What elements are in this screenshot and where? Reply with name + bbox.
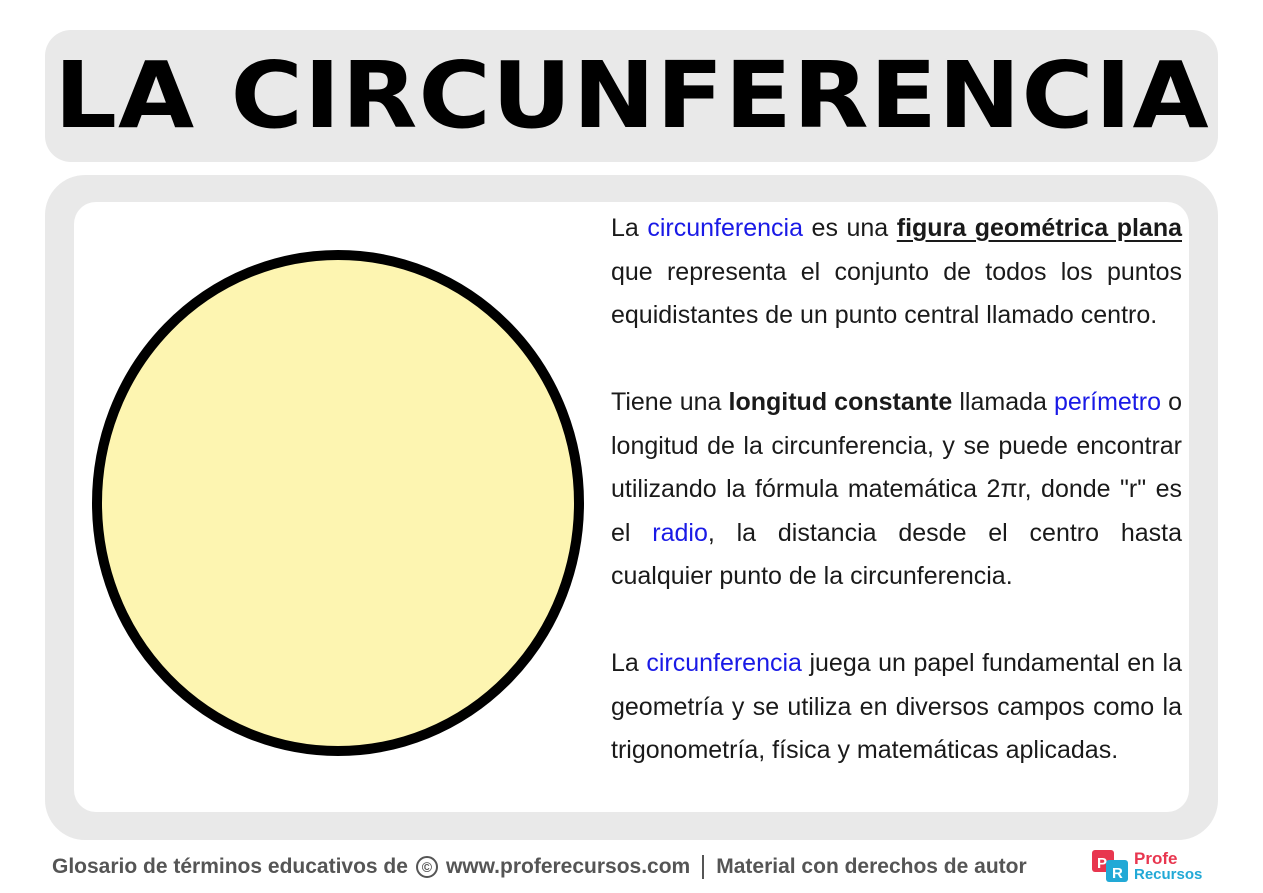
keyword-circunferencia: circunferencia	[646, 649, 802, 677]
text-segment: juega un papel fundamental en la geometría y se utiliza en diversos campos como la trigonometría, física y matemáticas aplicadas.	[611, 649, 1182, 764]
text-segment: , la distancia desde el centro hasta cualquier punto de la circunferencia.	[611, 518, 1182, 590]
keyword-perimetro: perímetro	[1054, 388, 1161, 416]
page-title: LA CIRCUNFERENCIA	[53, 42, 1210, 149]
circle-shape	[97, 255, 579, 751]
footer	[52, 852, 1027, 882]
text-segment: o longitud de la circunferencia, y se puede encontrar utilizando la fórmula matemática 2πr, donde "r" es el	[611, 388, 1182, 547]
keyword-figura-geometrica-plana: figura geométrica plana	[896, 214, 1182, 242]
logo-mark-letters-r: R	[1112, 865, 1123, 882]
logo-line2: Recursos	[1134, 866, 1203, 883]
logo-mark-icon	[1090, 848, 1130, 884]
circle-icon	[90, 248, 590, 758]
logo-mark-letters-p: P	[1097, 855, 1108, 872]
text-segment: que representa el conjunto de todos los puntos equidistantes de un punto central llamado centro.	[611, 257, 1182, 329]
footer-divider	[702, 855, 704, 879]
keyword-circunferencia: circunferencia	[647, 214, 803, 242]
paragraph-definition	[611, 207, 1182, 338]
circle-illustration	[90, 248, 590, 758]
copyright-icon: ©	[416, 856, 438, 878]
keyword-radio: radio	[652, 518, 708, 547]
proferecursos-logo[interactable]	[1090, 848, 1220, 884]
text-segment: Tiene una	[611, 388, 729, 416]
logo-line1: Profe	[1134, 849, 1178, 868]
footer-rights: Material con derechos de autor	[716, 855, 1027, 878]
definition-text	[611, 207, 1182, 773]
paragraph-aplicaciones	[611, 642, 1182, 773]
keyword-longitud-constante: longitud constante	[728, 388, 953, 416]
title-banner	[45, 30, 1218, 162]
paragraph-perimetro	[611, 381, 1182, 599]
text-segment: es una	[803, 214, 897, 242]
text-segment: La	[611, 649, 647, 677]
footer-website-link[interactable]: www.proferecursos.com	[445, 855, 691, 878]
text-segment: La	[611, 214, 648, 242]
footer-prefix: Glosario de términos educativos de	[52, 855, 408, 878]
text-segment: llamada	[952, 388, 1054, 416]
